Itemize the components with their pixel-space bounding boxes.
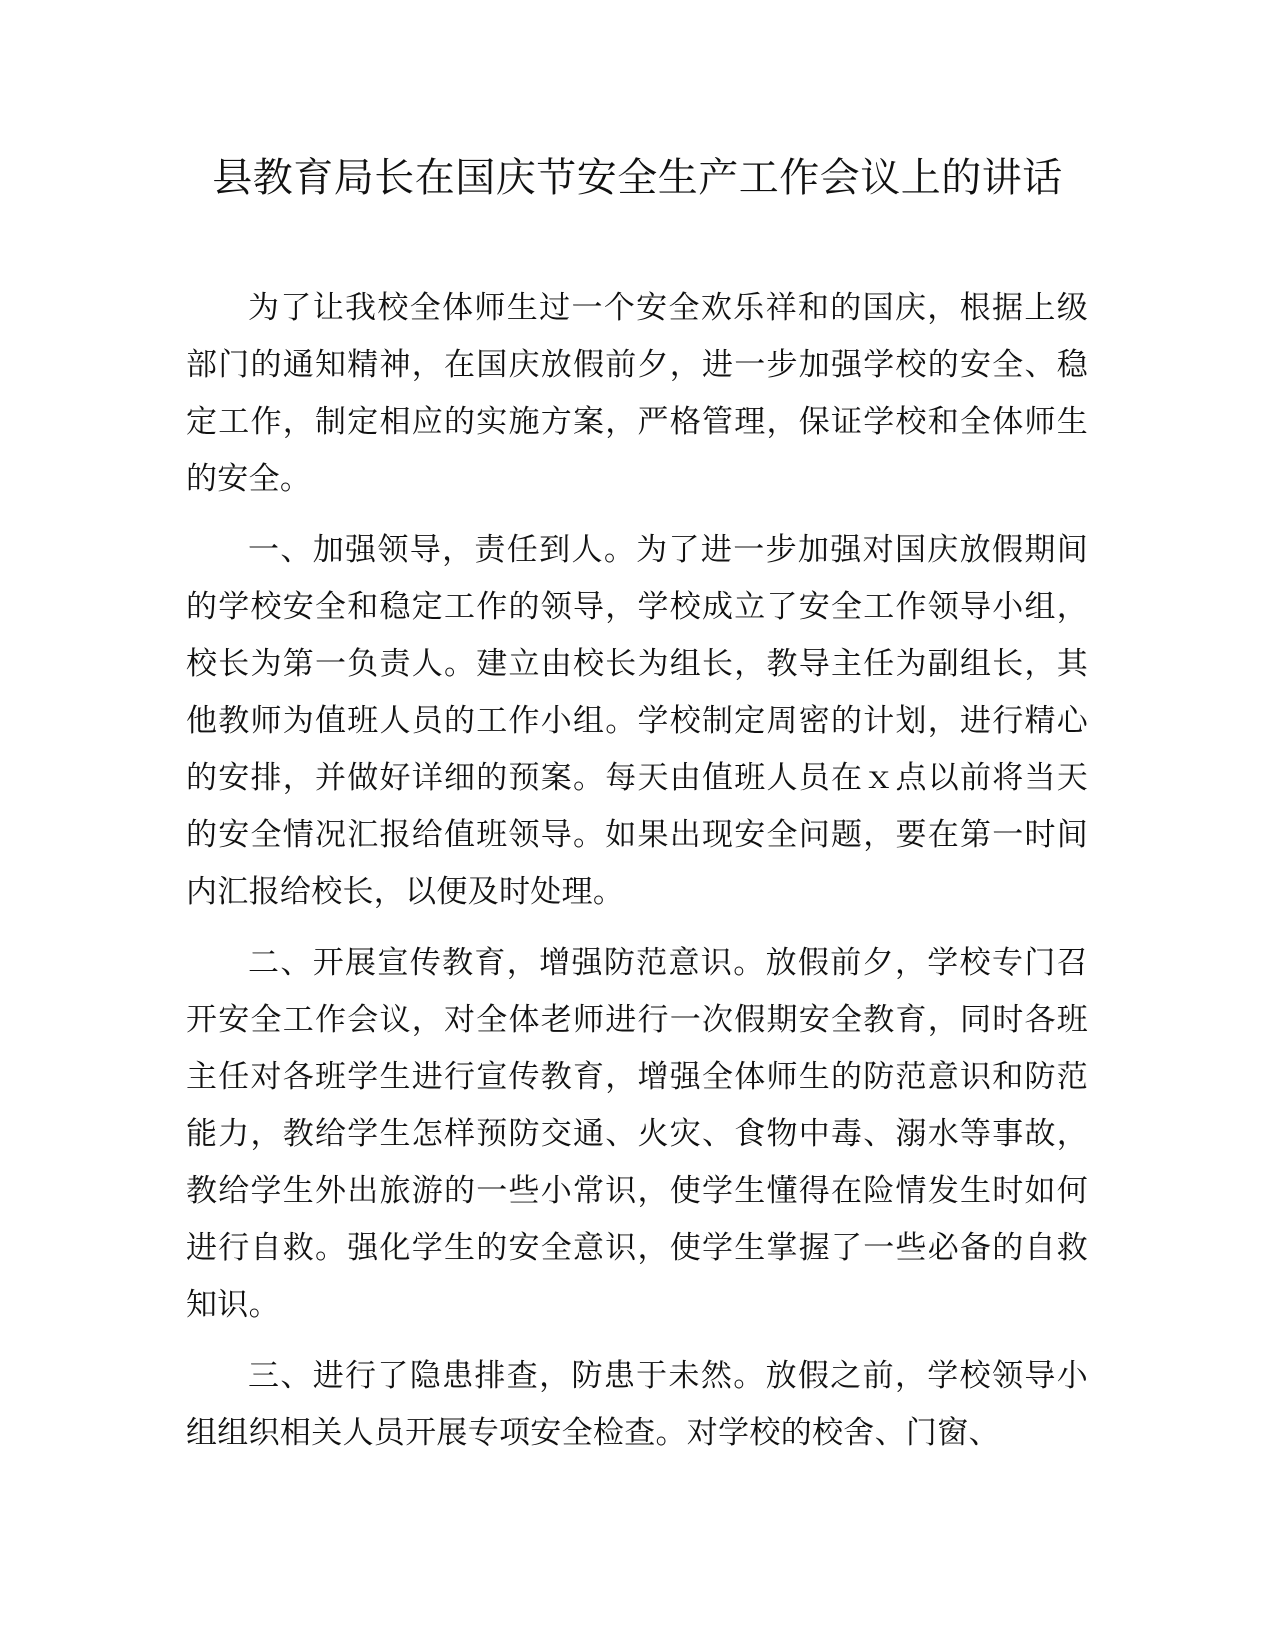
- paragraph-intro: 为了让我校全体师生过一个安全欢乐祥和的国庆，根据上级部门的通知精神，在国庆放假前夕，进一步加强学校的安全、稳定工作，制定相应的实施方案，严格管理，保证学校和全体师生的安全。: [186, 290, 1088, 497]
- document-title: 县教育局长在国庆节安全生产工作会议上的讲话: [212, 155, 1063, 201]
- paragraph-section-2: 二、开展宣传教育，增强防范意识。放假前夕，学校专门召开安全工作会议，对全体老师进行一次假期安全教育，同时各班主任对各班学生进行宣传教育，增强全体师生的防范意识和防范能力，教给学生怎样预防交通、火灾、食物中毒、溺水等事故，教给学生外出旅游的一些小常识，使学生懂得在险情发生时如何进行自救。强化学生的安全意识，使学生掌握了一些必备的自救知识。: [186, 945, 1088, 1323]
- paragraph-section-1: 一、加强领导，责任到人。为了进一步加强对国庆放假期间的学校安全和稳定工作的领导，学校成立了安全工作领导小组，校长为第一负责人。建立由校长为组长，教导主任为副组长，其他教师为值班人员的工作小组。学校制定周密的计划，进行精心的安排，并做好详细的预案。每天由值班人员在ｘ点以前将当天的安全情况汇报给值班领导。如果出现安全问题，要在第一时间内汇报给校长，以便及时处理。: [186, 532, 1088, 910]
- paragraph-section-3: 三、进行了隐患排查，防患于未然。放假之前，学校领导小组组织相关人员开展专项安全检查。对学校的校舍、门窗、: [186, 1358, 1088, 1451]
- document-body: [186, 280, 1088, 1476]
